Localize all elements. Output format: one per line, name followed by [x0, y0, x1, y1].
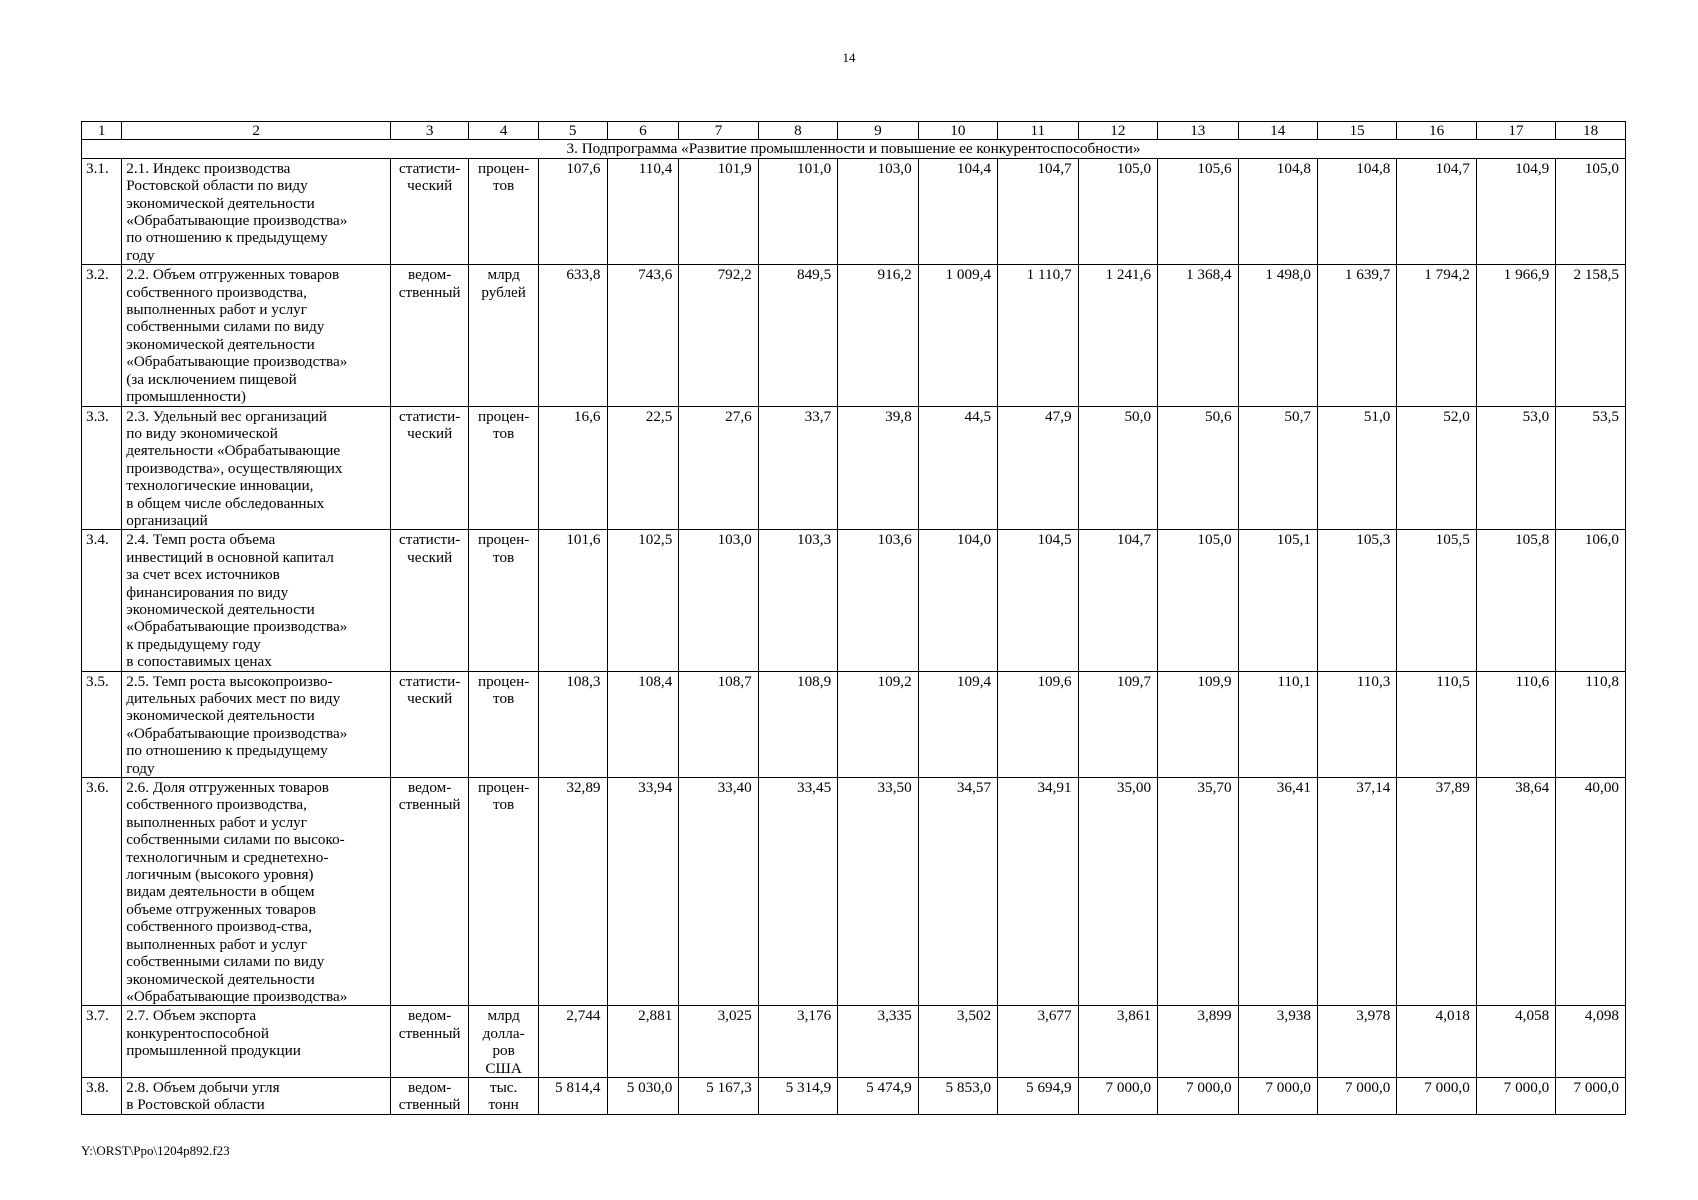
data-source-line: ведом- [408, 1078, 452, 1096]
value-cell: 1 498,0 [1238, 265, 1317, 406]
value-cell: 104,8 [1238, 158, 1317, 264]
value-cell: 110,6 [1476, 671, 1555, 777]
data-source [391, 778, 469, 1006]
value-cell: 7 000,0 [1476, 1077, 1555, 1114]
unit-of-measure [469, 530, 539, 671]
indicator-name-line: видам деятельности в общем [126, 883, 315, 901]
indicator-name [122, 778, 391, 1006]
column-number-18: 18 [1556, 122, 1626, 140]
section-title: 3. Подпрограмма «Развитие промышленности и повышение ее конкурентоспособности» [82, 140, 1626, 158]
indicator-name-line: выполненных работ и услуг [126, 813, 307, 831]
value-cell: 104,5 [998, 530, 1079, 671]
value-cell: 22,5 [607, 406, 679, 530]
indicator-name-line: 2.4. Темп роста объема [126, 531, 276, 549]
indicator-name-line: собственного производ-ства, [126, 918, 312, 936]
indicator-name-line: промышленности) [126, 388, 246, 406]
indicator-name-line: 2.1. Индекс производства [126, 159, 291, 177]
value-cell: 103,0 [838, 158, 919, 264]
column-number-13: 13 [1158, 122, 1239, 140]
indicator-name-line: выполненных работ и услуг [126, 935, 307, 953]
indicator-name-line: логичным (высокого уровня) [126, 866, 314, 884]
data-source-line: ственный [398, 1024, 461, 1042]
unit-of-measure [469, 1006, 539, 1078]
indicator-name-line: экономической деятельности [126, 970, 315, 988]
indicator-name-line: «Обрабатывающие производства» [126, 987, 348, 1005]
column-number-10: 10 [918, 122, 997, 140]
row-number: 3.5. [82, 671, 122, 777]
unit-of-measure [469, 1077, 539, 1114]
indicator-name [122, 158, 391, 264]
value-cell: 107,6 [538, 158, 607, 264]
unit-of-measure-line: США [485, 1059, 522, 1077]
data-source-line: ведом- [408, 1007, 452, 1025]
column-number-15: 15 [1317, 122, 1396, 140]
table-row [82, 778, 1626, 1006]
table-row [82, 406, 1626, 530]
data-source [391, 1077, 469, 1114]
indicator-name-line: инвестиций в основной капитал [126, 548, 334, 566]
value-cell: 1 639,7 [1317, 265, 1396, 406]
value-cell: 3,978 [1317, 1006, 1396, 1078]
value-cell: 33,94 [607, 778, 679, 1006]
value-cell: 110,3 [1317, 671, 1396, 777]
indicator-name-line: году [126, 246, 155, 264]
data-source-line: ческий [407, 690, 453, 707]
indicator-name-line: по отношению к предыдущему [126, 742, 328, 760]
indicator-name-line: экономической деятельности [126, 194, 315, 212]
value-cell: 109,2 [838, 671, 919, 777]
value-cell: 103,0 [679, 530, 758, 671]
indicator-name-line: промышленной продукции [126, 1042, 301, 1060]
value-cell: 33,40 [679, 778, 758, 1006]
column-number-row [82, 122, 1626, 140]
value-cell: 2 158,5 [1556, 265, 1626, 406]
value-cell: 105,0 [1158, 530, 1239, 671]
indicator-name-line: в Ростовской области [126, 1096, 265, 1114]
value-cell: 109,6 [998, 671, 1079, 777]
value-cell: 52,0 [1397, 406, 1476, 530]
unit-of-measure [469, 158, 539, 264]
unit-of-measure-line: млрд [487, 1007, 520, 1025]
row-number: 3.2. [82, 265, 122, 406]
row-number: 3.6. [82, 778, 122, 1006]
value-cell: 4,098 [1556, 1006, 1626, 1078]
value-cell: 27,6 [679, 406, 758, 530]
data-source-line: ственный [398, 796, 461, 814]
value-cell: 3,899 [1158, 1006, 1239, 1078]
table-row [82, 530, 1626, 671]
value-cell: 109,7 [1078, 671, 1157, 777]
value-cell: 633,8 [538, 265, 607, 406]
value-cell: 103,6 [838, 530, 919, 671]
value-cell: 53,0 [1476, 406, 1555, 530]
data-source-line: ческий [407, 424, 453, 442]
indicator-name-line: экономической деятельности [126, 707, 315, 725]
indicator-name-line: 2.3. Удельный вес организаций [126, 407, 327, 425]
value-cell: 36,41 [1238, 778, 1317, 1006]
value-cell: 7 000,0 [1317, 1077, 1396, 1114]
indicator-name-line: «Обрабатывающие производства» [126, 212, 348, 230]
column-number-9: 9 [838, 122, 919, 140]
indicators-table-wrap [81, 121, 1626, 1115]
value-cell: 109,9 [1158, 671, 1239, 777]
unit-of-measure-line: рублей [481, 283, 526, 301]
unit-of-measure [469, 265, 539, 406]
data-source-line: статисти- [399, 159, 461, 177]
value-cell: 101,6 [538, 530, 607, 671]
indicator-name-line: 2.8. Объем добычи угля [126, 1078, 280, 1096]
indicator-name-line: организаций [126, 511, 208, 529]
unit-of-measure-line: долла- [482, 1024, 525, 1042]
row-number: 3.4. [82, 530, 122, 671]
column-number-12: 12 [1078, 122, 1157, 140]
value-cell: 7 000,0 [1078, 1077, 1157, 1114]
column-number-7: 7 [679, 122, 758, 140]
unit-of-measure-line: тов [493, 424, 515, 442]
value-cell: 3,677 [998, 1006, 1079, 1078]
value-cell: 2,744 [538, 1006, 607, 1078]
value-cell: 105,3 [1317, 530, 1396, 671]
indicator-name-line: «Обрабатывающие производства» [126, 618, 348, 636]
value-cell: 102,5 [607, 530, 679, 671]
value-cell: 792,2 [679, 265, 758, 406]
column-number-4: 4 [469, 122, 539, 140]
table-body [82, 122, 1626, 1115]
data-source-line: статисти- [399, 531, 461, 549]
indicator-name-line: деятельности «Обрабатывающие [126, 442, 341, 460]
indicator-name-line: 2.2. Объем отгруженных товаров [126, 266, 340, 284]
indicator-name-line: 2.6. Доля отгруженных товаров [126, 779, 329, 797]
unit-of-measure-line: процен- [477, 159, 530, 177]
value-cell: 104,8 [1317, 158, 1396, 264]
data-source [391, 671, 469, 777]
value-cell: 33,45 [758, 778, 837, 1006]
unit-of-measure-line: тов [493, 177, 515, 195]
indicator-name-line: в общем числе обследованных [126, 494, 325, 512]
value-cell: 51,0 [1317, 406, 1396, 530]
value-cell: 7 000,0 [1397, 1077, 1476, 1114]
indicator-name-line: экономической деятельности [126, 600, 315, 618]
value-cell: 108,9 [758, 671, 837, 777]
value-cell: 105,5 [1397, 530, 1476, 671]
value-cell: 110,4 [607, 158, 679, 264]
value-cell: 916,2 [838, 265, 919, 406]
unit-of-measure-line: тов [493, 796, 515, 814]
data-source-line: ведом- [408, 266, 452, 284]
value-cell: 16,6 [538, 406, 607, 530]
value-cell: 104,4 [918, 158, 997, 264]
value-cell: 3,176 [758, 1006, 837, 1078]
value-cell: 101,9 [679, 158, 758, 264]
indicator-name-line: 2.7. Объем экспорта [126, 1007, 257, 1025]
indicator-name-line: конкурентоспособной [126, 1024, 269, 1042]
column-number-6: 6 [607, 122, 679, 140]
data-source [391, 406, 469, 530]
indicator-name-line: собственными силами по высоко- [126, 831, 345, 849]
indicator-name-line: к предыдущему году [126, 635, 261, 653]
indicator-name [122, 406, 391, 530]
indicator-name-line: собственными силами по виду [126, 953, 325, 971]
footer-file-path: Y:\ORST\Ppo\1204p892.f23 [81, 1143, 230, 1158]
indicator-name [122, 1077, 391, 1114]
unit-of-measure [469, 778, 539, 1006]
value-cell: 3,502 [918, 1006, 997, 1078]
value-cell: 5 474,9 [838, 1077, 919, 1114]
value-cell: 7 000,0 [1556, 1077, 1626, 1114]
column-number-1: 1 [82, 122, 122, 140]
value-cell: 2,881 [607, 1006, 679, 1078]
value-cell: 50,7 [1238, 406, 1317, 530]
table-row [82, 1006, 1626, 1078]
value-cell: 104,9 [1476, 158, 1555, 264]
row-number: 3.7. [82, 1006, 122, 1078]
value-cell: 33,7 [758, 406, 837, 530]
value-cell: 3,335 [838, 1006, 919, 1078]
value-cell: 7 000,0 [1158, 1077, 1239, 1114]
value-cell: 1 368,4 [1158, 265, 1239, 406]
value-cell: 7 000,0 [1238, 1077, 1317, 1114]
indicator-name [122, 530, 391, 671]
indicator-name-line: 2.5. Темп роста высокопроизво- [126, 672, 333, 690]
data-source [391, 530, 469, 671]
value-cell: 3,025 [679, 1006, 758, 1078]
indicator-name-line: по отношению к предыдущему [126, 229, 328, 247]
column-number-14: 14 [1238, 122, 1317, 140]
value-cell: 108,7 [679, 671, 758, 777]
value-cell: 53,5 [1556, 406, 1626, 530]
indicator-name-line: Ростовской области по виду [126, 177, 308, 195]
page-number: 14 [842, 50, 856, 65]
value-cell: 47,9 [998, 406, 1079, 530]
value-cell: 37,89 [1397, 778, 1476, 1006]
data-source-line: ческий [407, 548, 453, 566]
indicator-name-line: «Обрабатывающие производства» [126, 724, 348, 742]
indicator-name-line: собственного производства, [126, 796, 307, 814]
value-cell: 105,8 [1476, 530, 1555, 671]
value-cell: 5 694,9 [998, 1077, 1079, 1114]
column-number-17: 17 [1476, 122, 1555, 140]
column-number-3: 3 [391, 122, 469, 140]
row-number: 3.3. [82, 406, 122, 530]
data-source [391, 158, 469, 264]
data-source-line: ственный [398, 1096, 461, 1114]
table-row [82, 265, 1626, 406]
unit-of-measure [469, 406, 539, 530]
value-cell: 38,64 [1476, 778, 1555, 1006]
value-cell: 39,8 [838, 406, 919, 530]
indicator-name [122, 265, 391, 406]
indicator-name-line: «Обрабатывающие производства» [126, 353, 348, 371]
value-cell: 1 966,9 [1476, 265, 1555, 406]
unit-of-measure-line: млрд [487, 266, 520, 284]
data-source [391, 265, 469, 406]
indicator-name-line: году [126, 759, 155, 777]
value-cell: 104,7 [1397, 158, 1476, 264]
data-source-line: ведом- [408, 779, 452, 797]
value-cell: 50,0 [1078, 406, 1157, 530]
indicator-name-line: по виду экономической [126, 424, 278, 442]
value-cell: 35,00 [1078, 778, 1157, 1006]
indicator-name-line: финансирования по виду [126, 583, 289, 601]
unit-of-measure-line: тов [493, 548, 515, 566]
value-cell: 110,8 [1556, 671, 1626, 777]
indicator-name [122, 671, 391, 777]
unit-of-measure-line: процен- [477, 779, 530, 797]
indicator-name-line: собственными силами по виду [126, 318, 325, 336]
unit-of-measure-line: тов [493, 690, 515, 707]
value-cell: 5 030,0 [607, 1077, 679, 1114]
value-cell: 108,4 [607, 671, 679, 777]
unit-of-measure-line: процен- [477, 672, 530, 690]
indicator-name-line: выполненных работ и услуг [126, 301, 307, 319]
unit-of-measure-line: процен- [477, 531, 530, 549]
value-cell: 110,1 [1238, 671, 1317, 777]
indicator-name-line: экономической деятельности [126, 335, 315, 353]
column-number-16: 16 [1397, 122, 1476, 140]
indicator-name-line: объеме отгруженных товаров [126, 900, 316, 918]
value-cell: 105,0 [1078, 158, 1157, 264]
indicator-name-line: за счет всех источников [126, 566, 280, 584]
value-cell: 110,5 [1397, 671, 1476, 777]
indicator-name-line: технологичным и среднетехно- [126, 848, 329, 866]
value-cell: 108,3 [538, 671, 607, 777]
value-cell: 35,70 [1158, 778, 1239, 1006]
value-cell: 5 167,3 [679, 1077, 758, 1114]
value-cell: 37,14 [1317, 778, 1396, 1006]
row-number: 3.1. [82, 158, 122, 264]
value-cell: 33,50 [838, 778, 919, 1006]
value-cell: 104,7 [998, 158, 1079, 264]
row-number: 3.8. [82, 1077, 122, 1114]
data-source-line: статисти- [399, 407, 461, 425]
value-cell: 32,89 [538, 778, 607, 1006]
value-cell: 5 314,9 [758, 1077, 837, 1114]
unit-of-measure-line: ров [492, 1042, 515, 1060]
indicator-name-line: производства», осуществляющих [126, 459, 343, 477]
value-cell: 743,6 [607, 265, 679, 406]
value-cell: 1 794,2 [1397, 265, 1476, 406]
indicator-name-line: в сопоставимых ценах [126, 653, 272, 671]
value-cell: 50,6 [1158, 406, 1239, 530]
unit-of-measure-line: процен- [477, 407, 530, 425]
table-row [82, 1077, 1626, 1114]
value-cell: 4,018 [1397, 1006, 1476, 1078]
column-number-11: 11 [998, 122, 1079, 140]
data-source-line: статисти- [399, 672, 461, 690]
value-cell: 104,7 [1078, 530, 1157, 671]
value-cell: 40,00 [1556, 778, 1626, 1006]
indicator-name-line: технологические инновации, [126, 477, 314, 495]
value-cell: 5 814,4 [538, 1077, 607, 1114]
value-cell: 105,6 [1158, 158, 1239, 264]
value-cell: 101,0 [758, 158, 837, 264]
value-cell: 106,0 [1556, 530, 1626, 671]
value-cell: 849,5 [758, 265, 837, 406]
table-row [82, 671, 1626, 777]
section-row [82, 140, 1626, 158]
column-number-8: 8 [758, 122, 837, 140]
indicator-name [122, 1006, 391, 1078]
column-number-5: 5 [538, 122, 607, 140]
data-source-line: ческий [407, 177, 453, 195]
value-cell: 105,0 [1556, 158, 1626, 264]
value-cell: 34,91 [998, 778, 1079, 1006]
value-cell: 4,058 [1476, 1006, 1555, 1078]
value-cell: 104,0 [918, 530, 997, 671]
unit-of-measure [469, 671, 539, 777]
value-cell: 1 241,6 [1078, 265, 1157, 406]
value-cell: 1 110,7 [998, 265, 1079, 406]
value-cell: 103,3 [758, 530, 837, 671]
value-cell: 105,1 [1238, 530, 1317, 671]
value-cell: 34,57 [918, 778, 997, 1006]
indicator-name-line: дительных рабочих мест по виду [126, 690, 341, 707]
indicator-name-line: собственного производства, [126, 283, 307, 301]
value-cell: 3,938 [1238, 1006, 1317, 1078]
indicator-name-line: (за исключением пищевой [126, 370, 297, 388]
unit-of-measure-line: тыс. [489, 1078, 518, 1096]
value-cell: 5 853,0 [918, 1077, 997, 1114]
unit-of-measure-line: тонн [488, 1096, 519, 1114]
indicators-table [81, 121, 1626, 1115]
column-number-2: 2 [122, 122, 391, 140]
table-row [82, 158, 1626, 264]
data-source-line: ственный [398, 283, 461, 301]
value-cell: 109,4 [918, 671, 997, 777]
value-cell: 1 009,4 [918, 265, 997, 406]
value-cell: 44,5 [918, 406, 997, 530]
data-source [391, 1006, 469, 1078]
value-cell: 3,861 [1078, 1006, 1157, 1078]
